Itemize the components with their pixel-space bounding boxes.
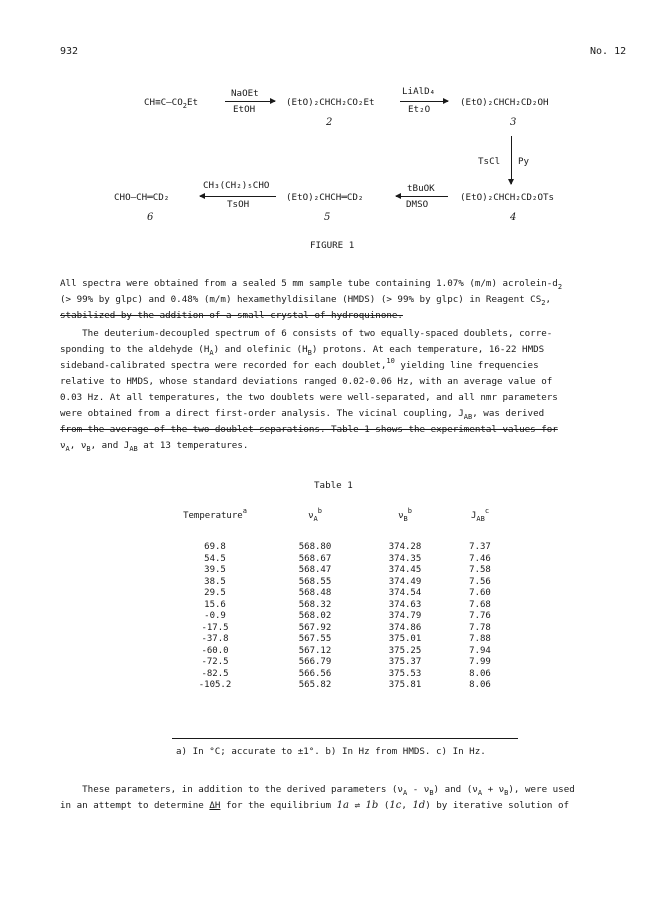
reaction-arrow-down [511,136,512,184]
arrow1-reagent: NaOEt [231,88,259,99]
cell-j-ab: 7.88 [469,634,491,644]
compound-3: (EtO)₂CHCH₂CD₂OH [460,97,549,108]
table-row [160,577,510,589]
col-temperature: Temperature$^a$ [183,507,247,522]
table-row [160,611,510,623]
cell-j-ab: 7.60 [469,588,491,598]
table-row [160,554,510,566]
reaction-arrow-4 [200,196,276,197]
cell-nu-a: 568.80 [298,542,332,552]
cell-nu-b: 375.01 [388,634,422,644]
cell-nu-a: 566.79 [298,657,332,667]
table-row [160,623,510,635]
table-row [160,680,510,692]
table-row [160,669,510,681]
cell-j-ab: 7.78 [469,622,491,633]
compound-5: (EtO)₂CHCH═CD₂ [286,192,364,203]
reactant-ethyl-propiolate: $CH\equiv C—CO_2Et$ [144,97,199,110]
arrow-left-catalyst: TsOH [227,199,250,210]
cell-temperature: 15.6 [204,599,226,610]
cell-temperature: -17.5 [201,622,229,633]
compound-5-label: 5 [324,212,331,223]
cell-temperature: -82.5 [201,668,229,679]
cell-nu-b: 374.45 [388,565,422,575]
table-row [160,565,510,577]
cell-nu-b: 374.79 [388,611,422,621]
cell-temperature: 39.5 [204,565,226,575]
cell-temperature: 69.8 [204,542,226,552]
cell-j-ab: 8.06 [469,668,491,679]
cell-temperature: 29.5 [204,588,226,598]
data-table [160,504,510,692]
cell-nu-a: 567.12 [298,645,332,656]
table-row [160,600,510,612]
reaction-arrow-1 [225,101,275,102]
compound-2: (EtO)₂CHCH₂CO₂Et [286,97,375,108]
cell-temperature: -72.5 [201,657,229,667]
paragraph-3: These parameters, in addition to the derived parameters $(\nu_A - \nu_B)$ and $(\nu_A + \nu_B)$, were used in an attempt to determine ΔH for the equilibrium 1a ⇌ 1b (1c, 1d) by iterative solution of [60,784,575,811]
compound-6: CHO—CH═CD₂ [114,192,170,203]
compound-4: (EtO)₂CHCH₂CD₂OTs [460,192,555,203]
arrow1-solvent: EtOH [233,104,256,115]
cell-j-ab: 8.06 [469,680,491,690]
cell-j-ab: 7.46 [469,553,491,564]
cell-nu-b: 374.63 [388,599,422,610]
col-nu-b: $\nu_B^b$ [398,507,412,524]
cell-temperature: 54.5 [204,553,226,564]
table-bottom-rule [172,738,518,739]
table-footnote: a) In °C; accurate to ±1°. b) In Hz from HMDS. c) In Hz. [176,746,486,757]
cell-nu-a: 568.32 [298,599,332,610]
journal-issue: No. 12 [590,46,627,57]
cell-nu-a: 568.48 [298,588,332,598]
page-number: 932 [60,46,79,57]
cell-nu-b: 375.53 [388,668,422,679]
cell-nu-a: 566.56 [298,668,332,679]
compound-4-label: 4 [510,212,517,223]
arrow-right-solvent: DMSO [406,199,429,210]
col-nu-a: $\nu_A^b$ [308,507,322,524]
table-row [160,657,510,669]
table-title: Table 1 [314,480,353,491]
cell-nu-a: 568.02 [298,611,332,621]
cell-nu-a: 567.92 [298,622,332,633]
cell-nu-b: 374.86 [388,622,422,633]
cell-temperature: -60.0 [201,645,229,656]
cell-j-ab: 7.58 [469,565,491,575]
cell-nu-a: 568.67 [298,553,332,564]
cell-j-ab: 7.37 [469,542,491,552]
cell-j-ab: 7.56 [469,576,491,587]
cell-j-ab: 7.99 [469,657,491,667]
arrow2-solvent: Et₂O [408,104,431,115]
cell-nu-b: 374.49 [388,576,422,587]
cell-j-ab: 7.76 [469,611,491,621]
figure-caption: FIGURE 1 [310,240,355,251]
cell-temperature: 38.5 [204,576,226,587]
cell-nu-b: 374.35 [388,553,422,564]
table-row [160,542,510,554]
cell-nu-b: 374.28 [388,542,422,552]
cell-temperature: -0.9 [204,611,226,621]
paragraph-1: All spectra were obtained from a sealed 5 mm sample tube containing 1.07% (m/m) acrolein-$d_2$ (> 99% by glpc) and 0.48% (m/m) hexamethyldisilane (HMDS) (> 99% by glpc) in Reagent $CS_2$, stabilized by the addition of a small crystal of hydroquinone. [60,278,563,321]
cell-temperature: -37.8 [201,634,229,644]
arrow-right-reagent: tBuOK [407,183,435,194]
down-arrow-base: Py [518,156,530,167]
arrow2-reagent: LiAlD₄ [402,86,436,97]
compound-2-label: 2 [326,117,333,128]
cell-nu-a: 568.55 [298,576,332,587]
cell-nu-a: 567.55 [298,634,332,644]
cell-nu-a: 568.47 [298,565,332,575]
table-row [160,588,510,600]
cell-temperature: -105.2 [198,680,232,690]
table-row [160,646,510,658]
cell-nu-b: 375.37 [388,657,422,667]
table-row [160,634,510,646]
compound-3-label: 3 [510,117,517,128]
compound-6-label: 6 [147,212,154,223]
cell-nu-b: 375.81 [388,680,422,690]
cell-j-ab: 7.94 [469,645,491,656]
down-arrow-reagent: TsCl [478,156,501,167]
reaction-arrow-3 [396,196,448,197]
reaction-arrow-2 [400,101,448,102]
cell-j-ab: 7.68 [469,599,491,610]
arrow-left-reagent: CH₃(CH₂)₅CHO [203,180,270,191]
cell-nu-b: 375.25 [388,645,422,656]
cell-nu-a: 565.82 [298,680,332,690]
cell-nu-b: 374.54 [388,588,422,598]
paragraph-2: The deuterium-decoupled spectrum of 6 consists of two equally-spaced doublets, corre- sponding to the aldehyde $(H_A)$ and olefinic $(H_B)$ protons. At each temperature, 16-22 HMDS sideband-calibrated spectra were recorded for each doublet,$^{10}$ yielding line frequencies relative to HMDS, whose standard deviations ranged 0.02-0.06 Hz, with an average value of 0.03 Hz. At all temperatures, the two doublets were well-separated, and all nmr parameters were obtained from a direct first-order analysis. The vicinal coupling, $J_{AB}$, was derived from the average of the two doublet separations. Table 1 shows the experimental values for $\nu_A$, $\nu_B$, and $J_{AB}$ at 13 temperatures. [60,328,558,453]
col-j-ab: $J_{AB}^c$ [470,507,490,524]
